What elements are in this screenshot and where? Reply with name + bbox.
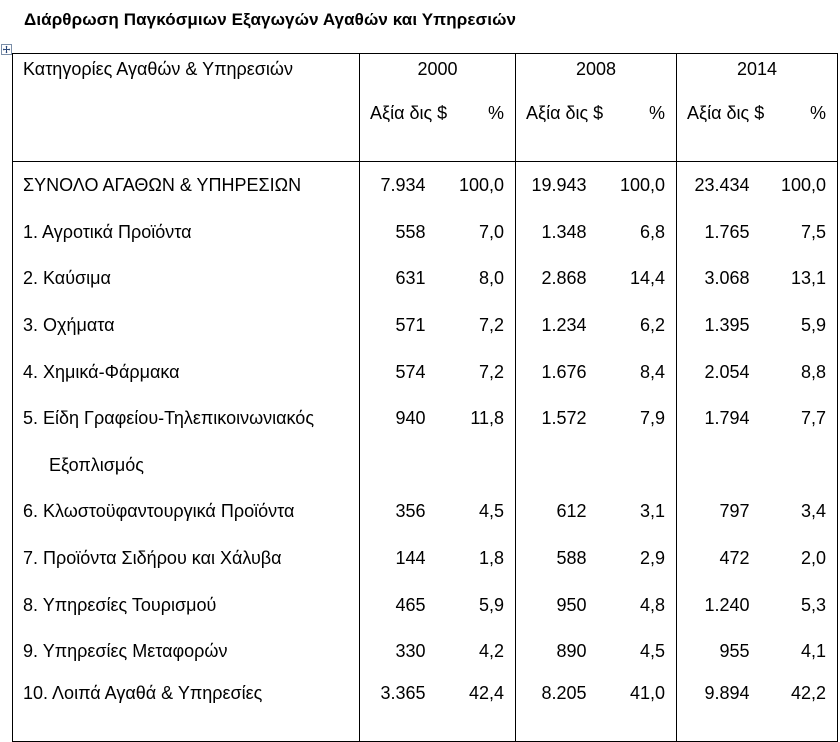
value-2008: 1.348 (541, 221, 587, 242)
pct-2000: 4,2 (437, 628, 516, 675)
value-header-2014: Αξία δις $ (677, 93, 761, 162)
value-2008: 950 (556, 594, 587, 615)
row-label: 10. Λοιπά Αγαθά & Υπηρεσίες (13, 675, 360, 742)
year-header-2014: 2014 (677, 54, 838, 94)
row-label: 2. Καύσιμα (13, 255, 360, 302)
table-row (13, 255, 838, 302)
value-2008: 612 (556, 501, 587, 522)
pct-2000: 42,4 (437, 675, 516, 742)
table-row (13, 581, 838, 628)
move-cross-icon[interactable] (1, 44, 12, 55)
header-spacer (13, 93, 360, 162)
table-row (13, 348, 838, 395)
value-2014: 1.240 (704, 594, 750, 615)
table-row (13, 535, 838, 582)
table-row (13, 395, 838, 442)
value-2000: 574 (395, 361, 426, 382)
value-2008: 8.205 (516, 675, 598, 742)
pct-2014: 3,4 (761, 488, 838, 535)
year-header-2008: 2008 (516, 54, 677, 94)
pct-2014: 13,1 (761, 255, 838, 302)
value-2000: 571 (395, 315, 426, 336)
row-label: 6. Κλωστοϋφαντουργικά Προϊόντα (13, 488, 360, 535)
table-row (13, 628, 838, 675)
value-2000: 465 (395, 594, 426, 615)
value-2008: 1.572 (541, 408, 587, 429)
value-2000: 144 (395, 548, 426, 569)
table-row (13, 675, 838, 742)
pct-2008: 6,2 (598, 302, 677, 349)
value-2014: 3.068 (704, 268, 750, 289)
row-label: ΣΥΝΟΛΟ ΑΓΑΘΩΝ & ΥΠΗΡΕΣΙΩΝ (13, 162, 360, 209)
value-2008: 1.676 (541, 361, 587, 382)
pct-2014: 4,1 (761, 628, 838, 675)
value-2008: 588 (556, 548, 587, 569)
value-2008: 1.234 (541, 315, 587, 336)
pct-2014: 8,8 (761, 348, 838, 395)
value-header-2000: Αξία δις $ (360, 93, 437, 162)
pct-header-2008: % (598, 93, 677, 162)
value-2000: 940 (395, 408, 426, 429)
value-2008: 19.943 (531, 175, 587, 196)
pct-2008: 100,0 (598, 162, 677, 209)
header-units-row (13, 93, 838, 162)
row-label: 5. Είδη Γραφείου-Τηλεπικοινωνιακός (13, 395, 360, 442)
row-label: 7. Προϊόντα Σιδήρου και Χάλυβα (13, 535, 360, 582)
table-row (13, 488, 838, 535)
value-2014: 2.054 (704, 361, 750, 382)
value-2000: 631 (395, 268, 426, 289)
pct-2014: 100,0 (761, 162, 838, 209)
value-2014: 9.894 (677, 675, 761, 742)
pct-2000: 5,9 (437, 581, 516, 628)
value-2008: 2.868 (541, 268, 587, 289)
pct-2014: 42,2 (761, 675, 838, 742)
value-2000: 7.934 (380, 175, 426, 196)
pct-2008: 7,9 (598, 395, 677, 442)
value-2008: 890 (556, 641, 587, 662)
value-2000: 3.365 (360, 675, 437, 742)
pct-2000: 1,8 (437, 535, 516, 582)
pct-header-2000: % (437, 93, 516, 162)
value-2000: 356 (395, 501, 426, 522)
row-label-continuation: Εξοπλισμός (13, 442, 360, 489)
pct-2008: 4,8 (598, 581, 677, 628)
pct-2014: 2,0 (761, 535, 838, 582)
pct-2000: 7,2 (437, 302, 516, 349)
pct-2008: 41,0 (598, 675, 677, 742)
pct-2008: 4,5 (598, 628, 677, 675)
value-2014: 1.395 (704, 315, 750, 336)
value-header-2008: Αξία δις $ (516, 93, 598, 162)
pct-2014: 7,7 (761, 395, 838, 442)
pct-2000: 7,2 (437, 348, 516, 395)
value-2014: 23.434 (694, 175, 750, 196)
row-label: 3. Οχήματα (13, 302, 360, 349)
pct-2014: 7,5 (761, 209, 838, 256)
value-2014: 797 (719, 501, 750, 522)
row-label: 8. Υπηρεσίες Τουρισμού (13, 581, 360, 628)
pct-2008: 3,1 (598, 488, 677, 535)
row-label: 4. Χημικά-Φάρμακα (13, 348, 360, 395)
row-label: 1. Αγροτικά Προϊόντα (13, 209, 360, 256)
pct-2000: 100,0 (437, 162, 516, 209)
pct-2008: 2,9 (598, 535, 677, 582)
pct-2008: 14,4 (598, 255, 677, 302)
exports-table (12, 53, 838, 742)
pct-2000: 4,5 (437, 488, 516, 535)
table-row (13, 302, 838, 349)
pct-2000: 11,8 (437, 395, 516, 442)
header-years-row (13, 54, 838, 94)
pct-2008: 8,4 (598, 348, 677, 395)
pct-2000: 7,0 (437, 209, 516, 256)
table-row-continuation (13, 442, 838, 489)
value-2014: 955 (719, 641, 750, 662)
value-2014: 1.765 (704, 221, 750, 242)
table-row (13, 209, 838, 256)
value-2000: 558 (395, 221, 426, 242)
pct-header-2014: % (761, 93, 838, 162)
pct-2014: 5,3 (761, 581, 838, 628)
pct-2000: 8,0 (437, 255, 516, 302)
pct-2008: 6,8 (598, 209, 677, 256)
year-header-2000: 2000 (360, 54, 516, 94)
pct-2014: 5,9 (761, 302, 838, 349)
category-column-header: Κατηγορίες Αγαθών & Υπηρεσιών (13, 54, 360, 94)
document-title: Διάρθρωση Παγκόσμιων Εξαγωγών Αγαθών και Υπηρεσιών (24, 10, 517, 29)
row-label: 9. Υπηρεσίες Μεταφορών (13, 628, 360, 675)
value-2014: 1.794 (704, 408, 750, 429)
table-row-total (13, 162, 838, 209)
value-2000: 330 (395, 641, 426, 662)
value-2014: 472 (719, 548, 750, 569)
